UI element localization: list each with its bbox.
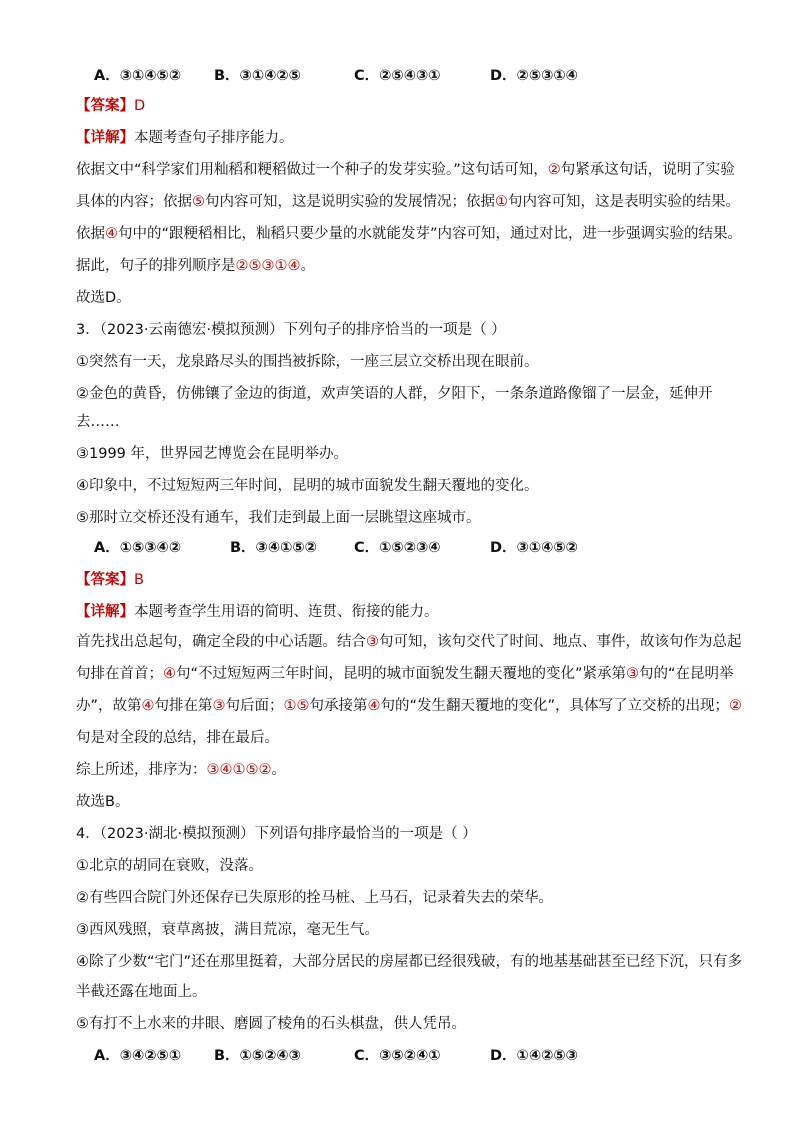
option-d: D．①④②⑤③ (490, 1048, 578, 1064)
sentence-item: ①北京的胡同在衰败，没落。 (76, 858, 263, 874)
highlight-text: ①⑤ (283, 698, 310, 714)
text-segment: 句可知，该句交代了时间、地点、事件，故该句作为总起 (379, 634, 742, 650)
text-segment: 具体的内容；依据 (76, 194, 192, 210)
analysis-line (76, 696, 742, 716)
analysis-line (76, 224, 742, 244)
detail-line (76, 602, 439, 622)
option-c: C．①⑤②③④ (354, 540, 441, 556)
option-d: D．③①④⑤② (490, 540, 578, 556)
sentence-item-continuation: 去…… (76, 414, 120, 430)
analysis-line (76, 664, 734, 684)
detail-line (76, 128, 294, 148)
text-segment: 。 (271, 762, 286, 778)
analysis-line (76, 632, 742, 652)
highlight-text: ③④①⑤② (206, 762, 272, 778)
highlight-text: ⑤ (192, 194, 205, 210)
option-a: A．③④②⑤① (94, 1048, 182, 1064)
text-segment: 句是对全段的总结，排在最后。 (76, 730, 279, 746)
analysis-line (76, 256, 315, 276)
option-d: D．②⑤③①④ (490, 68, 578, 84)
highlight-text: ③ (366, 634, 379, 650)
text-segment: 句中的“跟粳稻相比，籼稻只要少量的水就能发芽”内容可知，通过对比，进一步强调实验的结果。 (118, 226, 743, 242)
text-segment: 句“不过短短两三年时间，昆明的城市面貌发生翻天覆地的变化”紧承第 (176, 666, 627, 682)
analysis-line (76, 192, 740, 212)
text-segment: 句紧承这句话，说明了实验 (560, 162, 735, 178)
answer-line (76, 570, 144, 590)
answer-value: B (134, 572, 144, 588)
option-b: B．③①④②⑤ (214, 68, 301, 84)
highlight-text: ③ (626, 666, 640, 682)
conclusion-line: 故选D。 (76, 290, 131, 306)
option-a: A．③①④⑤② (94, 68, 182, 84)
answer-label: 【答案】 (76, 572, 134, 588)
option-c: C．②⑤④③① (354, 68, 441, 84)
text-segment: 句的“在昆明举 (639, 666, 734, 682)
text-segment: 句承接第 (309, 698, 368, 714)
text-segment: 句排在首首； (76, 666, 163, 682)
highlight-text: ②⑤③①④ (235, 258, 301, 274)
text-segment: 据此，句子的排列顺序是 (76, 258, 236, 274)
answer-label: 【答案】 (76, 98, 134, 114)
question-stem: 3．（2023·云南德宏·模拟预测）下列句子的排序恰当的一项是（ ） (76, 322, 506, 338)
text-segment: 综上所述，排序为： (76, 762, 207, 778)
sentence-item: ③西风残照，衰草离披，满目荒凉，毫无生气。 (76, 922, 379, 938)
sentence-item-continuation: 半截还露在地面上。 (76, 984, 207, 1000)
text-segment: 依据文中“科学家们用籼稻和粳稻做过一个种子的发芽实验。”这句话可知， (76, 162, 548, 178)
text-segment: 句的“发生翻天覆地的变化”，具体写了立交桥的出现； (380, 698, 730, 714)
text-segment: 句后面； (225, 698, 284, 714)
highlight-text: ④ (105, 226, 118, 242)
highlight-text: ② (547, 162, 561, 178)
option-b: B．①⑤②④③ (214, 1048, 301, 1064)
sentence-item: ②金色的黄昏，仿佛镶了金边的街道，欢声笑语的人群，夕阳下，一条条道路像镏了一层金，延伸开 (76, 386, 713, 402)
answer-value: D (134, 98, 146, 114)
conclusion-line: 故选B。 (76, 794, 130, 810)
sentence-item: ④印象中，不过短短两三年时间，昆明的城市面貌发生翻天覆地的变化。 (76, 478, 539, 494)
analysis-line (76, 160, 735, 180)
text-segment: 办”，故第 (76, 698, 142, 714)
analysis-line (76, 760, 286, 780)
text-segment: 。 (300, 258, 315, 274)
sentence-item: ②有些四合院门外还保存已失原形的拴马桩、上马石，记录着失去的荣华。 (76, 890, 553, 906)
detail-intro: 本题考查学生用语的简明、连贯、衔接的能力。 (134, 604, 439, 620)
sentence-item: ⑤那时立交桥还没有通车，我们走到最上面一层眺望这座城市。 (76, 510, 481, 526)
option-a: A．①⑤③④② (94, 540, 182, 556)
answer-line (76, 96, 145, 116)
text-segment: 句内容可知，这是说明实验的发展情况；依据 (205, 194, 495, 210)
text-segment: 首先找出总起句，确定全段的中心话题。结合 (76, 634, 366, 650)
text-segment: 句内容可知，这是表明实验的结果。 (508, 194, 740, 210)
sentence-item: ⑤有打不上水来的井眼、磨圆了棱角的石头棋盘，供人凭吊。 (76, 1016, 466, 1032)
question-stem: 4．（2023·湖北·模拟预测）下列语句排序最恰当的一项是（ ） (76, 826, 477, 842)
highlight-text: ④ (141, 698, 155, 714)
sentence-item: ①突然有一天，龙泉路尽头的围挡被拆除，一座三层立交桥出现在眼前。 (76, 354, 539, 370)
sentence-item: ③1999 年，世界园艺博览会在昆明举办。 (76, 446, 349, 462)
option-c: C．③⑤②④① (354, 1048, 441, 1064)
detail-intro: 本题考查句子排序能力。 (134, 130, 294, 146)
option-b: B．③④①⑤② (230, 540, 317, 556)
highlight-text: ① (495, 194, 508, 210)
highlight-text: ② (729, 698, 743, 714)
highlight-text: ③ (212, 698, 226, 714)
text-segment: 句排在第 (154, 698, 213, 714)
detail-label: 【详解】 (76, 604, 134, 620)
highlight-text: ④ (367, 698, 381, 714)
highlight-text: ④ (163, 666, 176, 682)
text-segment: 依据 (76, 226, 105, 242)
detail-label: 【详解】 (76, 130, 134, 146)
sentence-item: ④除了少数“宅门”还在那里挺着，大部分居民的房屋都已经很残破，有的地基基础甚至已经下沉，只有多 (76, 954, 743, 970)
analysis-line (76, 728, 279, 748)
